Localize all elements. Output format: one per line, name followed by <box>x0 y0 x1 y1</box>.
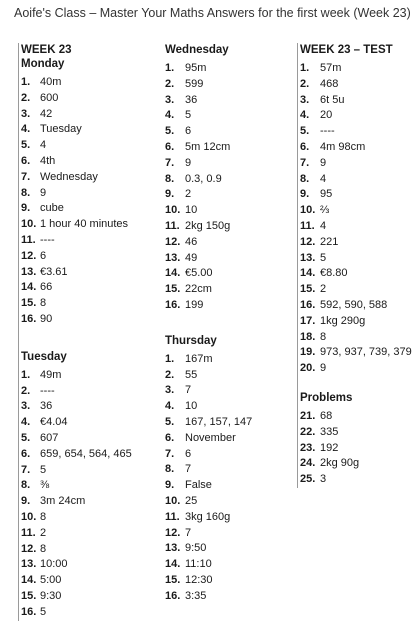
answer-value: 11:10 <box>185 558 212 571</box>
answer-value: 2kg 90g <box>320 457 360 470</box>
answer-item <box>21 312 156 328</box>
answer-item <box>21 447 156 463</box>
answer-value: 221 <box>320 235 339 248</box>
section-gap <box>21 328 156 350</box>
answer-value: 5 <box>40 605 47 618</box>
answer-number: 12. <box>165 526 181 539</box>
answer-value: 20 <box>320 109 333 122</box>
answer-item <box>165 383 290 399</box>
answer-number: 8. <box>165 172 175 185</box>
answer-number: 7. <box>165 447 175 460</box>
answer-value: 25 <box>185 494 198 507</box>
answer-value: 10 <box>185 204 198 217</box>
answer-item <box>300 425 418 441</box>
answer-value: 5 <box>320 251 327 264</box>
answer-value: 4 <box>320 172 327 185</box>
answer-number: 2. <box>21 91 31 104</box>
answer-number: 16. <box>21 605 37 618</box>
answer-item <box>21 399 156 415</box>
answer-value: 57m <box>320 62 342 74</box>
answer-value: 9 <box>320 156 327 169</box>
answer-value: 8 <box>320 330 327 343</box>
answer-value: 335 <box>320 425 339 438</box>
answer-number: 4. <box>21 123 31 136</box>
answer-value: 3kg 160g <box>185 510 231 523</box>
answer-list <box>21 75 156 328</box>
answer-number: 12. <box>21 542 37 555</box>
answer-item <box>300 108 418 124</box>
answer-number: 11. <box>165 510 180 523</box>
answer-value: 36 <box>185 93 198 106</box>
answer-value: 9 <box>40 186 47 199</box>
answer-value: 6t 5u <box>320 93 345 106</box>
answer-item <box>21 573 156 589</box>
answer-item <box>300 330 418 346</box>
answer-item <box>300 282 418 298</box>
answer-value: 592, 590, 588 <box>320 298 388 311</box>
answer-value: 95 <box>320 188 333 201</box>
answer-list <box>300 61 418 377</box>
answer-number: 8. <box>300 172 310 185</box>
answer-item <box>300 124 418 140</box>
answer-number: 12. <box>21 249 37 262</box>
answer-item <box>300 187 418 203</box>
answer-value: 5 <box>40 463 47 476</box>
answer-number: 1. <box>300 62 310 74</box>
answer-item <box>165 108 290 124</box>
section-gap <box>165 314 290 334</box>
answer-list <box>165 352 290 605</box>
answer-number: 18. <box>300 330 316 343</box>
answer-number: 16. <box>21 312 37 325</box>
answer-value: 9:50 <box>185 542 207 555</box>
answer-item <box>21 170 156 186</box>
answer-number: 2. <box>21 384 31 397</box>
answer-value: 10 <box>185 400 198 413</box>
answer-number: 10. <box>21 218 37 231</box>
answer-item <box>21 415 156 431</box>
answer-number: 6. <box>21 154 31 167</box>
answer-number: 21. <box>300 409 316 422</box>
answer-number: 16. <box>165 298 181 311</box>
answer-number: 6. <box>165 431 175 444</box>
answer-value: €8.80 <box>320 267 348 280</box>
answer-number: 4. <box>165 109 175 122</box>
answer-item <box>165 557 290 573</box>
answer-number: 9. <box>165 479 175 492</box>
answer-number: 6. <box>300 140 310 153</box>
answer-value: 468 <box>320 77 339 90</box>
answer-item <box>300 266 418 282</box>
answer-number: 9. <box>165 188 175 201</box>
answer-value: 7 <box>185 384 192 397</box>
answer-item <box>21 75 156 91</box>
answer-item <box>165 203 290 219</box>
answer-value: 90 <box>40 312 53 325</box>
answer-value: 9:30 <box>40 589 62 602</box>
answer-item <box>21 186 156 202</box>
answer-value: 167, 157, 147 <box>185 415 253 428</box>
answer-number: 7. <box>300 156 310 169</box>
answer-value: 600 <box>40 91 59 104</box>
answer-number: 15. <box>165 283 181 296</box>
answer-value: 6 <box>40 249 47 262</box>
answer-value: ---- <box>320 125 335 138</box>
answer-number: 10. <box>21 510 37 523</box>
answer-item <box>300 409 418 425</box>
answer-item <box>21 233 156 249</box>
answer-number: 3. <box>165 384 175 397</box>
answer-item <box>165 589 290 605</box>
answer-item <box>165 462 290 478</box>
answer-item <box>21 526 156 542</box>
answer-item <box>165 266 290 282</box>
answer-value: 2 <box>185 188 192 201</box>
answer-item <box>165 251 290 267</box>
answer-number: 4. <box>300 109 310 122</box>
answer-item <box>300 156 418 172</box>
section-heading: Tuesday <box>21 350 67 363</box>
answer-number: 15. <box>21 297 37 310</box>
answer-item <box>21 280 156 296</box>
answer-value: 5:00 <box>40 574 62 587</box>
answer-value: Wednesday <box>40 170 98 183</box>
answer-value: 199 <box>185 298 204 311</box>
answer-number: 14. <box>21 574 37 587</box>
answer-item <box>165 77 290 93</box>
answer-item <box>165 541 290 557</box>
answer-number: 1. <box>21 368 31 381</box>
answer-item <box>21 249 156 265</box>
answer-value: Tuesday <box>40 123 82 136</box>
answer-item <box>165 140 290 156</box>
answer-number: 13. <box>21 558 37 571</box>
answer-number: 14. <box>165 558 181 571</box>
answer-number: 5. <box>165 125 175 138</box>
answer-value: 3:35 <box>185 589 207 602</box>
answer-item <box>300 140 418 156</box>
section-heading: Problems <box>300 391 353 404</box>
answer-item <box>300 61 418 77</box>
answer-item <box>165 573 290 589</box>
answer-item <box>21 589 156 605</box>
answer-item <box>165 187 290 203</box>
answer-value: 6 <box>185 447 192 460</box>
answer-number: 1. <box>21 76 31 88</box>
answer-value: 5m 12cm <box>185 140 231 153</box>
answer-number: 23. <box>300 441 316 454</box>
answer-value: False <box>185 479 212 492</box>
answer-item <box>165 172 290 188</box>
answer-value: 1kg 290g <box>320 314 366 327</box>
answer-value: 10:00 <box>40 558 68 571</box>
section-heading: WEEK 23 – TEST <box>300 44 393 56</box>
answer-item <box>300 345 418 361</box>
answer-item <box>300 298 418 314</box>
section-gap <box>300 377 418 391</box>
answer-item <box>21 368 156 384</box>
answer-item <box>21 154 156 170</box>
answer-value: 659, 654, 564, 465 <box>40 447 132 460</box>
column-week23-monday-tuesday <box>18 43 156 621</box>
answer-number: 6. <box>21 447 31 460</box>
answer-item <box>21 91 156 107</box>
answer-number: 2. <box>165 77 175 90</box>
answer-value: 49 <box>185 251 198 264</box>
answer-value: 7 <box>185 526 192 539</box>
answer-item <box>21 217 156 233</box>
answer-number: 4. <box>21 416 31 429</box>
answer-value: 68 <box>320 409 333 422</box>
answer-number: 15. <box>21 589 37 602</box>
answer-item <box>165 156 290 172</box>
answer-list <box>165 61 290 314</box>
answer-item <box>300 203 418 219</box>
answer-item <box>21 122 156 138</box>
answer-item <box>300 93 418 109</box>
answer-value: 8 <box>40 297 47 310</box>
answer-value: 36 <box>40 400 53 413</box>
answer-number: 8. <box>165 463 175 476</box>
answer-item <box>21 296 156 312</box>
answer-value: 49m <box>40 368 62 381</box>
answer-value: 3m 24cm <box>40 495 86 508</box>
answer-item <box>21 510 156 526</box>
answer-item <box>21 557 156 573</box>
answer-value: 2 <box>320 283 327 296</box>
answer-item <box>21 138 156 154</box>
answer-number: 7. <box>165 156 175 169</box>
answer-value: 9 <box>185 156 192 169</box>
answer-item <box>300 472 418 488</box>
answer-value: 55 <box>185 368 198 381</box>
answer-value: 66 <box>40 281 53 294</box>
answer-item <box>21 265 156 281</box>
answer-value: 3 <box>320 473 327 486</box>
answer-value: 6 <box>185 125 192 138</box>
answer-number: 11. <box>165 219 180 232</box>
section-heading: Wednesday <box>165 44 229 56</box>
answer-item <box>165 368 290 384</box>
answer-list <box>21 368 156 621</box>
answer-number: 13. <box>21 265 37 278</box>
answer-item <box>21 478 156 494</box>
answer-item <box>165 510 290 526</box>
answer-item <box>300 251 418 267</box>
answer-number: 17. <box>300 314 316 327</box>
answer-number: 10. <box>165 494 181 507</box>
answer-number: 10. <box>165 204 181 217</box>
answer-number: 3. <box>165 93 175 106</box>
section-heading: WEEK 23 <box>21 44 72 56</box>
answer-number: 1. <box>165 62 175 74</box>
answer-value: 2 <box>40 526 47 539</box>
answer-value: 42 <box>40 107 53 120</box>
answer-value: 607 <box>40 431 59 444</box>
answer-value: November <box>185 431 236 444</box>
answer-value: 12:30 <box>185 573 213 586</box>
answer-value: 167m <box>185 352 213 365</box>
answer-value: 192 <box>320 441 339 454</box>
answer-number: 8. <box>21 186 31 199</box>
answer-number: 9. <box>300 188 310 201</box>
answer-value: 8 <box>40 510 47 523</box>
answer-item <box>21 201 156 217</box>
answer-item <box>165 526 290 542</box>
answer-item <box>21 494 156 510</box>
answer-value: ⅜ <box>40 479 50 492</box>
column-wednesday-thursday <box>165 43 290 605</box>
answer-number: 19. <box>300 346 316 359</box>
answer-value: cube <box>40 202 64 215</box>
answer-value: 2kg 150g <box>185 219 231 232</box>
answer-item <box>165 61 290 77</box>
answer-number: 1. <box>165 352 175 365</box>
answer-item <box>300 314 418 330</box>
answer-item <box>165 399 290 415</box>
answer-number: 3. <box>21 107 31 120</box>
answer-number: 16. <box>165 589 181 602</box>
answer-item <box>21 542 156 558</box>
answer-value: 7 <box>185 463 192 476</box>
answer-item <box>300 77 418 93</box>
answer-value: 46 <box>185 235 198 248</box>
answer-item <box>165 235 290 251</box>
answer-number: 11. <box>21 526 36 539</box>
page-title: Aoife's Class – Master Your Maths Answers for the first week (Week 23) <box>14 6 411 20</box>
answer-item <box>300 219 418 235</box>
answer-number: 5. <box>300 125 310 138</box>
answer-list <box>300 409 418 488</box>
answer-number: 20. <box>300 362 316 375</box>
answer-value: 1 hour 40 minutes <box>40 218 129 231</box>
answer-value: ⅔ <box>320 204 330 217</box>
answer-number: 4. <box>165 400 175 413</box>
answer-number: 13. <box>165 542 181 555</box>
answer-number: 7. <box>21 170 31 183</box>
answer-value: 8 <box>40 542 47 555</box>
answer-item <box>300 172 418 188</box>
answer-number: 9. <box>21 202 31 215</box>
answer-number: 24. <box>300 457 316 470</box>
answer-item <box>165 282 290 298</box>
answer-item <box>165 124 290 140</box>
answer-value: ---- <box>40 384 55 397</box>
answer-number: 14. <box>165 267 181 280</box>
answer-value: 4m 98cm <box>320 140 366 153</box>
answer-number: 5. <box>21 431 31 444</box>
answer-item <box>300 235 418 251</box>
answer-item <box>165 298 290 314</box>
answer-number: 11. <box>300 219 315 232</box>
answer-value: €5.00 <box>185 267 213 280</box>
answer-number: 3. <box>300 93 310 106</box>
answer-item <box>21 605 156 621</box>
answer-number: 16. <box>300 298 316 311</box>
answer-item <box>21 431 156 447</box>
answer-item <box>300 361 418 377</box>
answer-item <box>165 494 290 510</box>
answer-item <box>165 478 290 494</box>
answer-value: €3.61 <box>40 265 68 278</box>
answer-value: 22cm <box>185 283 212 296</box>
answer-item <box>21 107 156 123</box>
answer-number: 9. <box>21 495 31 508</box>
answer-value: 4th <box>40 154 56 167</box>
answer-number: 13. <box>300 251 316 264</box>
answer-value: ---- <box>40 233 55 246</box>
column-week23-test <box>297 43 418 488</box>
answer-value: €4.04 <box>40 416 68 429</box>
answer-value: 95m <box>185 62 207 74</box>
answer-number: 2. <box>165 368 175 381</box>
answer-number: 12. <box>300 235 316 248</box>
answer-number: 15. <box>300 283 316 296</box>
answer-value: 4 <box>320 219 327 232</box>
answer-value: 9 <box>320 362 327 375</box>
answer-number: 6. <box>165 140 175 153</box>
answer-item <box>165 219 290 235</box>
answer-number: 13. <box>165 251 181 264</box>
section-heading: Thursday <box>165 334 217 347</box>
answer-value: 40m <box>40 76 62 88</box>
answer-value: 5 <box>185 109 192 122</box>
answer-number: 5. <box>21 139 31 152</box>
answer-number: 5. <box>165 415 175 428</box>
answer-number: 2. <box>300 77 310 90</box>
answer-item <box>165 447 290 463</box>
answer-item <box>300 456 418 472</box>
answer-number: 7. <box>21 463 31 476</box>
answer-value: 4 <box>40 139 47 152</box>
answer-item <box>165 415 290 431</box>
answer-number: 11. <box>21 233 36 246</box>
section-subheading: Monday <box>21 58 65 70</box>
answer-item <box>21 384 156 400</box>
answer-number: 12. <box>165 235 181 248</box>
answer-item <box>165 93 290 109</box>
answer-number: 3. <box>21 400 31 413</box>
answer-item <box>165 352 290 368</box>
answer-value: 599 <box>185 77 204 90</box>
answer-number: 15. <box>165 573 181 586</box>
answer-number: 25. <box>300 473 316 486</box>
answer-value: 0.3, 0.9 <box>185 172 222 185</box>
answer-item <box>300 441 418 457</box>
answer-number: 22. <box>300 425 316 438</box>
answer-item <box>21 463 156 479</box>
answer-number: 14. <box>21 281 37 294</box>
answer-value: 973, 937, 739, 379 <box>320 346 412 359</box>
answer-item <box>165 431 290 447</box>
answer-number: 8. <box>21 479 31 492</box>
answer-number: 14. <box>300 267 316 280</box>
answer-number: 10. <box>300 204 316 217</box>
